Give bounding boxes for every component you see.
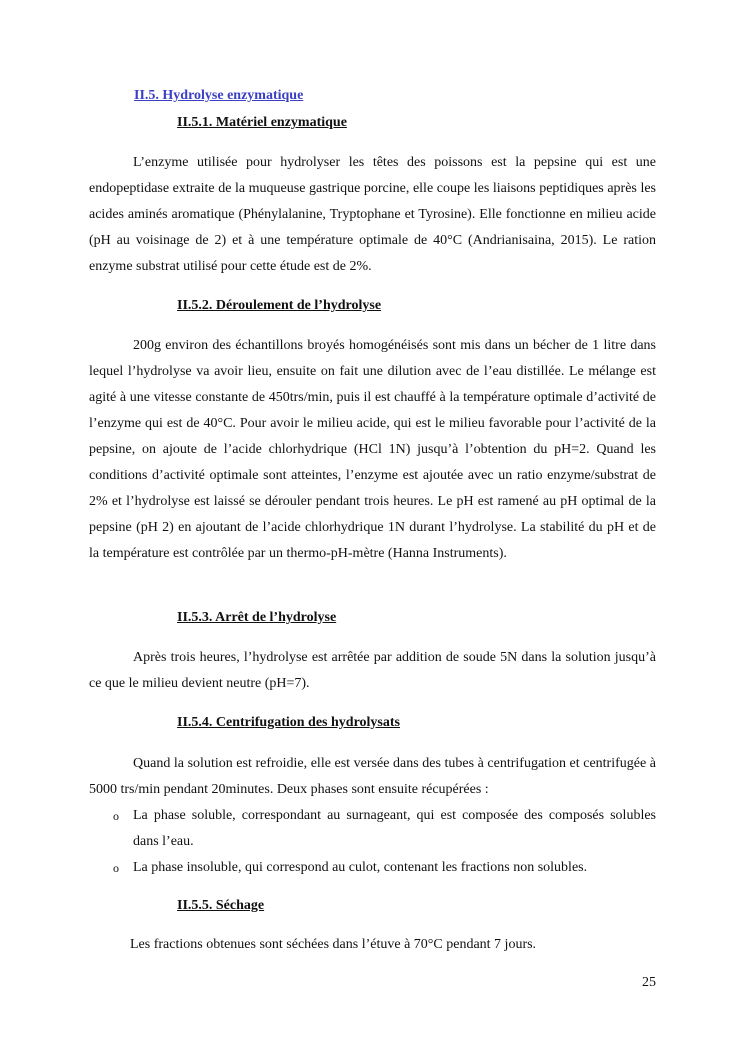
paragraph-deroulement: 200g environ des échantillons broyés homogénéisés sont mis dans un bécher de 1 litre dans lequel l’hydrolyse va avoir lieu, ensuite on fait une dilution avec de l’eau distillée. Le mélange est agité à une vitesse constante de 450trs/min, puis il est chauffé à la température optimale d’activité de l’enzyme qui est de 40°C. Pour avoir le milieu acide, qui est le milieu favorable pour l’activité de la pepsine, on ajoute de l’acide chlorhydrique (HCl 1N) jusqu’à l’obtention du pH=2. Quand les conditions d’activité optimale sont atteintes, l’enzyme est ajoutée avec un ratio enzyme/substrat de 2% et l’hydrolyse est laissé se dérouler pendant trois heures. Le pH est ramené au pH optimal de la pepsine (pH 2) en ajoutant de l’acide chlorhydrique 1N durant l’hydrolyse. La stabilité du pH et de la température est contrôlée par un thermo-pH-mètre (Hanna Instruments). [89, 338, 656, 561]
subsection-title-arret: II.5.3. Arrêt de l’hydrolyse [177, 610, 337, 625]
list-item-text: La phase soluble, correspondant au surnageant, qui est composée des composés solubles dans l’eau. [133, 808, 656, 849]
section-title: II.5. Hydrolyse enzymatique [134, 88, 304, 103]
paragraph-materiel: L’enzyme utilisée pour hydrolyser les têtes des poissons est la pepsine qui est une endopeptidase extraite de la muqueuse gastrique porcine, elle coupe les liaisons peptidiques après les acides aminés aromatique (Phénylalanine, Tryptophane et Tyrosine). Elle fonctionne en milieu acide (pH au voisinage de 2) et à une température optimale de 40°C (Andrianisaina, 2015). Le ration enzyme substrat utilisé pour cette étude est de 2%. [89, 155, 656, 274]
list-item [89, 855, 656, 881]
circle-bullet-icon: o [113, 809, 119, 823]
paragraph-sechage: Les fractions obtenues sont séchées dans l’étuve à 70°C pendant 7 jours. [130, 937, 537, 952]
page-number: 25 [642, 975, 656, 990]
list-item [89, 803, 656, 855]
list-item-text: La phase insoluble, qui correspond au culot, contenant les fractions non solubles. [133, 860, 588, 875]
paragraph-arret: Après trois heures, l’hydrolyse est arrêtée par addition de soude 5N dans la solution jusqu’à ce que le milieu devient neutre (pH=7). [89, 650, 656, 691]
circle-bullet-icon: o [113, 861, 119, 875]
phase-list [89, 803, 656, 881]
subsection-title-deroulement: II.5.2. Déroulement de l’hydrolyse [177, 298, 382, 313]
subsection-title-centrifugation: II.5.4. Centrifugation des hydrolysats [177, 715, 400, 730]
subsection-title-sechage: II.5.5. Séchage [177, 898, 265, 913]
subsection-title-materiel: II.5.1. Matériel enzymatique [177, 115, 347, 130]
paragraph-centrifugation: Quand la solution est refroidie, elle est versée dans des tubes à centrifugation et centrifugée à 5000 trs/min pendant 20minutes. Deux phases sont ensuite récupérées : [89, 756, 656, 797]
